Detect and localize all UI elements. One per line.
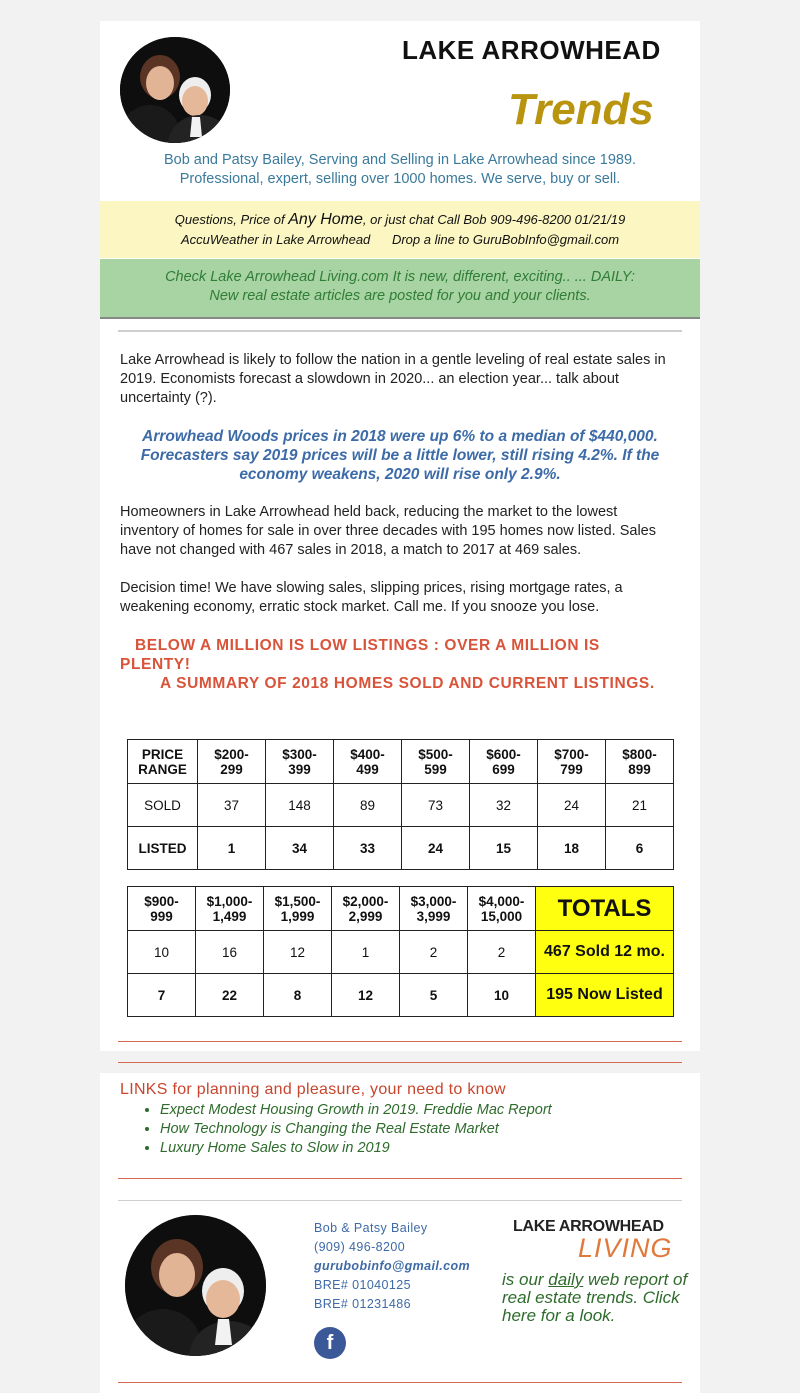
cell: 7 (128, 974, 196, 1017)
cell: 33 (334, 827, 402, 870)
cell: 148 (266, 784, 334, 827)
link-item[interactable]: • How Technology is Changing the Real Estate Market (160, 1120, 552, 1139)
questions-line (100, 210, 700, 230)
link-item[interactable]: • Luxury Home Sales to Slow in 2019 (160, 1139, 552, 1158)
living-description[interactable]: is our daily web report of real estate trends. Click here for a look. (502, 1270, 688, 1325)
cell: 12 (332, 974, 400, 1017)
logo-title: LAKE ARROWHEAD (402, 35, 661, 65)
link-item[interactable]: • Expect Modest Housing Growth in 2019. Freddie Mac Report (160, 1101, 552, 1120)
header-cell: $300- 399 (266, 740, 334, 784)
cell: 16 (196, 931, 264, 974)
divider (118, 1200, 682, 1201)
cell: 34 (266, 827, 334, 870)
cell: 6 (606, 827, 674, 870)
table-row-sold (128, 931, 674, 974)
weather-email-line (100, 230, 700, 250)
cell: 1 (332, 931, 400, 974)
divider (118, 1382, 682, 1383)
table-header-row (128, 887, 674, 931)
logo-trends: Trends (508, 85, 654, 134)
links-list (140, 1101, 552, 1158)
bailey-photo (120, 37, 230, 143)
header-cell: PRICE RANGE (128, 740, 198, 784)
cell: 2 (468, 931, 536, 974)
cell: 2 (400, 931, 468, 974)
living-promo-band[interactable] (100, 259, 700, 319)
questions-text: Questions, Price of (174, 212, 289, 227)
cell: 21 (606, 784, 674, 827)
tagline-line-1: Bob and Patsy Bailey, Serving and Selling in Lake Arrowhead since 1989. (163, 152, 637, 168)
cell: 37 (198, 784, 266, 827)
header-cell: $1,000- 1,499 (196, 887, 264, 931)
price-quote: Arrowhead Woods prices in 2018 were up 6% to a median of $440,000. Forecasters say 2019 prices will be a little lower, still rising 4.2%. If the economy weakens, 2020 will rise only 2.9%. (140, 428, 660, 483)
header-cell: $800- 899 (606, 740, 674, 784)
table-row-sold (128, 784, 674, 827)
contact-block (314, 1219, 470, 1314)
totals-label: TOTALS (536, 887, 674, 931)
contact-bre-2: BRE# 01231486 (314, 1297, 411, 1311)
contact-phone[interactable]: (909) 496-8200 (314, 1240, 406, 1254)
tagline-line-2: Professional, expert, selling over 1000 homes. We serve, buy or sell. (179, 171, 621, 187)
cell: SOLD (128, 784, 198, 827)
summary-heading-1: BELOW A MILLION IS LOW LISTINGS : OVER A MILLION IS PLENTY! (120, 637, 600, 673)
article-paragraph-2: Homeowners in Lake Arrowhead held back, reducing the market to the lowest inventory of homes for sale in over three decades with 195 homes now listed. Sales have not changed with 467 sales in 2018, a match to 2017 at 469 sales. (120, 504, 656, 558)
contact-email[interactable]: gurubobinfo@gmail.com (314, 1259, 470, 1273)
divider (118, 1062, 682, 1063)
contact-name: Bob & Patsy Bailey (314, 1221, 428, 1235)
article-paragraph-1: Lake Arrowhead is likely to follow the nation in a gentle leveling of real estate sales in 2019. Economists forecast a slowdown in 2020... an election year... talk about uncertainty (?). (120, 352, 666, 406)
header-cell: $2,000- 2,999 (332, 887, 400, 931)
links-heading: LINKS for planning and pleasure, your need to know (120, 1081, 506, 1098)
table-row-listed (128, 827, 674, 870)
header-cell: $900- 999 (128, 887, 196, 931)
header-cell: $400- 499 (334, 740, 402, 784)
links-card (100, 1073, 700, 1393)
price-range-table-1 (127, 739, 674, 870)
cell: LISTED (128, 827, 198, 870)
accuweather-link[interactable]: AccuWeather in Lake Arrowhead (180, 232, 371, 247)
divider (118, 330, 682, 332)
cell: 10 (128, 931, 196, 974)
contact-band (100, 201, 700, 258)
cell: 73 (402, 784, 470, 827)
price-range-table-2 (127, 886, 674, 1017)
cell: 8 (264, 974, 332, 1017)
cell: 10 (468, 974, 536, 1017)
header-cell: $3,000- 3,999 (400, 887, 468, 931)
header-cell: $1,500- 1,999 (264, 887, 332, 931)
cell: 22 (196, 974, 264, 1017)
promo-line-1: Check Lake Arrowhead Living.com It is new, different, exciting.. ... DAILY: (165, 269, 635, 285)
cell: 24 (402, 827, 470, 870)
promo-line-2: New real estate articles are posted for you and your clients. (209, 288, 591, 304)
contact-bre-1: BRE# 01040125 (314, 1278, 411, 1292)
tagline (100, 151, 700, 189)
cell: 24 (538, 784, 606, 827)
bailey-photo-footer (125, 1215, 266, 1356)
any-home-text: Any Home (288, 211, 363, 228)
lake-arrowhead-trends-logo (390, 27, 678, 133)
divider (118, 1041, 682, 1042)
totals-listed: 195 Now Listed (536, 974, 674, 1017)
header-cell: $600- 699 (470, 740, 538, 784)
header-cell: $700- 799 (538, 740, 606, 784)
table-row-listed (128, 974, 674, 1017)
summary-heading-2: A SUMMARY OF 2018 HOMES SOLD AND CURRENT LISTINGS. (160, 675, 655, 692)
cell: 1 (198, 827, 266, 870)
email-link[interactable]: Drop a line to GuruBobInfo@gmail.com (391, 232, 620, 247)
header-cell: $200- 299 (198, 740, 266, 784)
call-bob-text[interactable]: , or just chat Call Bob 909-496-8200 01/21/19 (362, 212, 626, 227)
cell: 18 (538, 827, 606, 870)
living-logo-subtitle[interactable]: LIVING (578, 1233, 673, 1263)
newsletter-main-card (100, 21, 700, 1051)
header-cell: $4,000- 15,000 (468, 887, 536, 931)
header-cell: $500- 599 (402, 740, 470, 784)
cell: 89 (334, 784, 402, 827)
cell: 12 (264, 931, 332, 974)
cell: 5 (400, 974, 468, 1017)
facebook-icon[interactable]: f (314, 1327, 346, 1359)
cell: 32 (470, 784, 538, 827)
cell: 15 (470, 827, 538, 870)
living-logo-title[interactable]: LAKE ARROWHEAD (513, 1218, 664, 1235)
table-header-row (128, 740, 674, 784)
totals-sold: 467 Sold 12 mo. (536, 931, 674, 974)
article-paragraph-3: Decision time! We have slowing sales, slipping prices, rising mortgage rates, a weakening economy, erratic stock market. Call me. If you snooze you lose. (120, 580, 623, 615)
divider (118, 1178, 682, 1179)
